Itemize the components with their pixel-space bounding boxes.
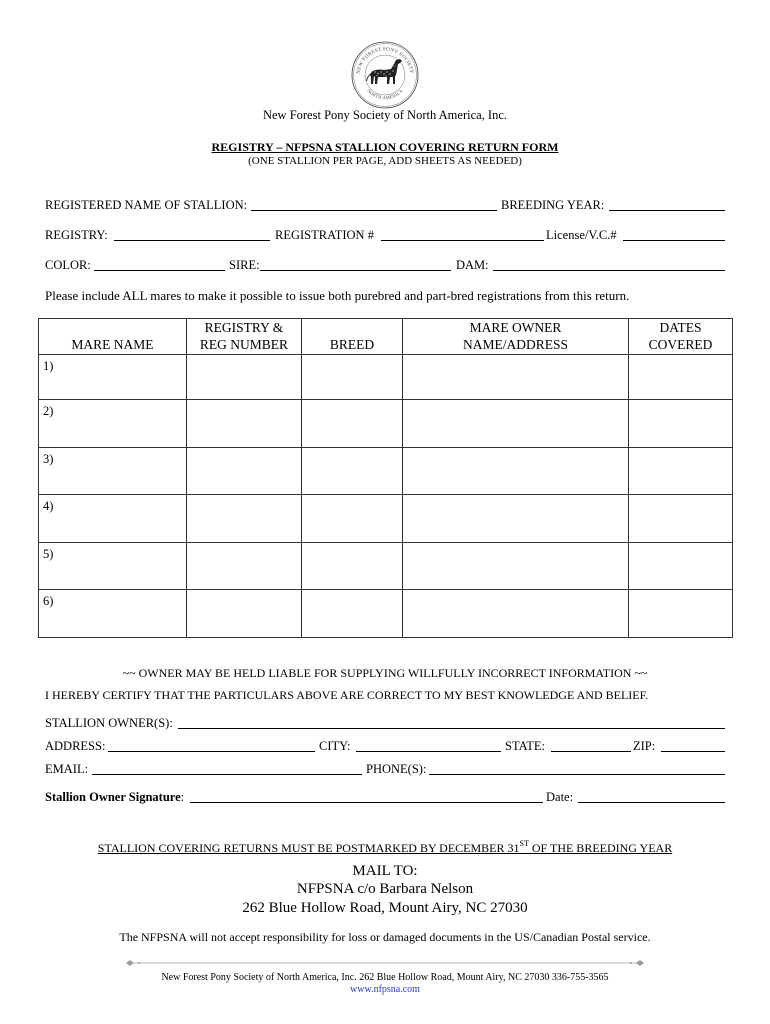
table-row	[39, 400, 733, 448]
state-field[interactable]	[551, 737, 631, 752]
society-logo-seal	[350, 40, 420, 110]
breed-cell[interactable]	[302, 590, 403, 638]
table-header-row	[39, 319, 733, 355]
footer-website-wrap	[0, 983, 770, 997]
mare-name-cell[interactable]	[39, 590, 187, 638]
header-registry: REGISTRY & REG NUMBER	[187, 319, 302, 355]
dates-covered-cell[interactable]	[629, 590, 733, 638]
org-name: New Forest Pony Society of North America, Inc.	[262, 108, 508, 122]
ornamental-divider	[125, 958, 645, 968]
table-row	[39, 495, 733, 543]
certification-statement: I HEREBY CERTIFY THAT THE PARTICULARS ABOVE ARE CORRECT TO MY BEST KNOWLEDGE AND BELIEF.	[45, 688, 649, 702]
stallion-owners-field[interactable]	[178, 714, 725, 729]
address-field[interactable]	[108, 737, 315, 752]
mare-name-cell[interactable]	[39, 400, 187, 448]
table-row	[39, 448, 733, 495]
liability-warning: ~~ OWNER MAY BE HELD LIABLE FOR SUPPLYING WILLFULLY INCORRECT INFORMATION ~~	[122, 666, 648, 680]
owner-cell[interactable]	[403, 495, 629, 543]
breeding-year-label: BREEDING YEAR:	[501, 198, 605, 212]
registry-cell[interactable]	[187, 543, 302, 590]
owner-cell[interactable]	[403, 355, 629, 400]
row-number: 1)	[43, 359, 54, 373]
footer-address: New Forest Pony Society of North America, Inc. 262 Blue Hollow Road, Mount Airy, NC 27030 336-755-3565	[161, 972, 609, 983]
dates-covered-cell[interactable]	[629, 543, 733, 590]
dates-covered-cell[interactable]	[629, 448, 733, 495]
header-mare-name: MARE NAME	[39, 319, 187, 355]
dam-field[interactable]	[493, 256, 725, 271]
mail-to-street: 262 Blue Hollow Road, Mount Airy, NC 27030	[242, 900, 528, 916]
owner-cell[interactable]	[403, 400, 629, 448]
instructions: Please include ALL mares to make it possible to issue both purebred and part-bred registrations from this return.	[45, 288, 630, 303]
zip-field[interactable]	[661, 737, 725, 752]
registration-number-field[interactable]	[381, 226, 544, 241]
dam-label: DAM:	[456, 258, 489, 272]
postal-disclaimer: The NFPSNA will not accept responsibility for loss or damaged documents in the US/Canadian Postal service.	[119, 930, 651, 944]
phone-label: PHONE(S):	[366, 762, 427, 776]
mare-name-cell[interactable]	[39, 543, 187, 590]
registry-cell[interactable]	[187, 590, 302, 638]
license-vc-field[interactable]	[623, 226, 725, 241]
signature-label: Stallion Owner Signature	[45, 790, 181, 804]
dates-covered-cell[interactable]	[629, 355, 733, 400]
stallion-owners-label: STALLION OWNER(S):	[45, 716, 173, 730]
header-mare-owner: MARE OWNER NAME/ADDRESS	[403, 319, 629, 355]
breed-cell[interactable]	[302, 543, 403, 590]
mail-to-heading: MAIL TO:	[352, 863, 418, 879]
dates-covered-cell[interactable]	[629, 400, 733, 448]
state-label: STATE:	[505, 739, 545, 753]
phone-field[interactable]	[429, 760, 725, 775]
registry-cell[interactable]	[187, 355, 302, 400]
email-field[interactable]	[92, 760, 362, 775]
breed-cell[interactable]	[302, 495, 403, 543]
license-vc-label: License/V.C.#	[546, 228, 617, 242]
email-label: EMAIL:	[45, 762, 89, 776]
breed-cell[interactable]	[302, 400, 403, 448]
row-number: 2)	[43, 404, 54, 418]
logo-top-text: NEW FOREST PONY SOCIETY	[356, 47, 414, 75]
zip-label: ZIP:	[633, 739, 656, 753]
logo-bottom-text: NORTH AMERICA	[366, 88, 404, 101]
owner-cell[interactable]	[403, 543, 629, 590]
date-field[interactable]	[578, 788, 725, 803]
table-row	[39, 590, 733, 638]
registered-name-field[interactable]	[251, 196, 497, 211]
row-number: 5)	[43, 547, 54, 561]
horse-icon	[366, 59, 402, 84]
registry-cell[interactable]	[187, 495, 302, 543]
mare-name-cell[interactable]	[39, 355, 187, 400]
row-number: 6)	[43, 594, 54, 608]
signature-label-wrap: Stallion Owner Signature:	[45, 790, 185, 804]
registry-field[interactable]	[114, 226, 270, 241]
table-row	[39, 543, 733, 590]
color-field[interactable]	[94, 256, 225, 271]
sire-field[interactable]	[260, 256, 451, 271]
mail-to-recipient: NFPSNA c/o Barbara Nelson	[296, 881, 474, 897]
city-field[interactable]	[356, 737, 501, 752]
registry-label: REGISTRY:	[45, 228, 108, 242]
registration-number-label: REGISTRATION #	[275, 228, 374, 242]
mares-table	[38, 318, 733, 638]
header-dates-covered: DATES COVERED	[629, 319, 733, 355]
dates-covered-cell[interactable]	[629, 495, 733, 543]
website-link[interactable]: www.nfpsna.com	[350, 984, 420, 995]
address-label: ADDRESS:	[45, 739, 106, 753]
registry-cell[interactable]	[187, 400, 302, 448]
row-number: 3)	[43, 452, 54, 466]
registered-name-label: REGISTERED NAME OF STALLION:	[45, 198, 248, 212]
owner-cell[interactable]	[403, 590, 629, 638]
sire-label: SIRE:	[229, 258, 260, 272]
form-title: REGISTRY – NFPSNA STALLION COVERING RETURN FORM	[211, 140, 559, 154]
table-row	[39, 355, 733, 400]
breed-cell[interactable]	[302, 448, 403, 495]
mare-name-cell[interactable]	[39, 448, 187, 495]
breed-cell[interactable]	[302, 355, 403, 400]
owner-cell[interactable]	[403, 448, 629, 495]
header-breed: BREED	[302, 319, 403, 355]
postmark-deadline: STALLION COVERING RETURNS MUST BE POSTMARKED BY DECEMBER 31ST OF THE BREEDING YEAR	[97, 839, 673, 855]
city-label: CITY:	[319, 739, 351, 753]
color-label: COLOR:	[45, 258, 91, 272]
row-number: 4)	[43, 499, 54, 513]
registry-cell[interactable]	[187, 448, 302, 495]
signature-field[interactable]	[190, 788, 543, 803]
date-label: Date:	[546, 790, 574, 804]
breeding-year-field[interactable]	[609, 196, 725, 211]
mare-name-cell[interactable]	[39, 495, 187, 543]
form-subtitle: (ONE STALLION PER PAGE, ADD SHEETS AS NEEDED)	[248, 155, 522, 167]
